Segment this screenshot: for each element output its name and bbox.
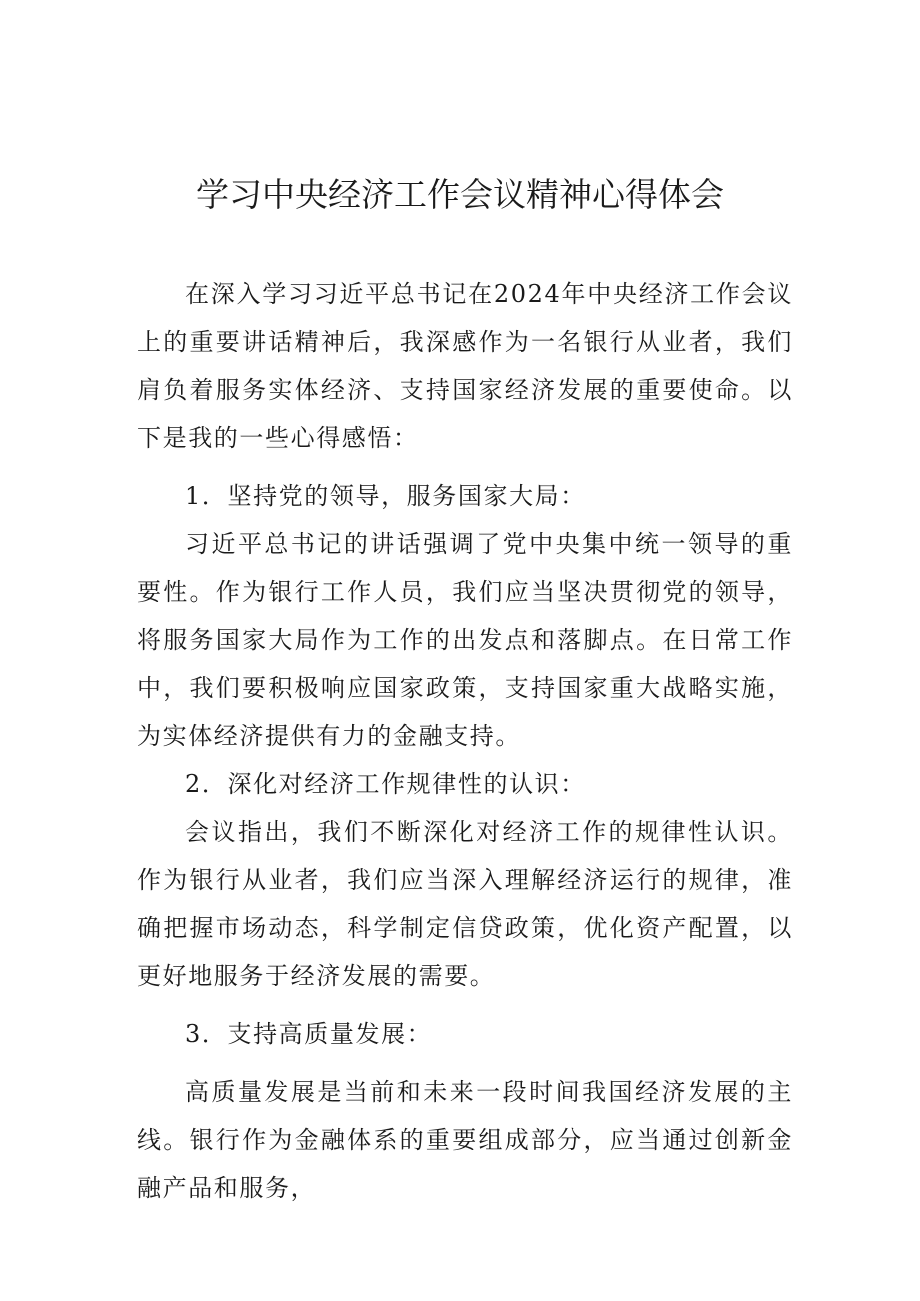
intro-paragraph: 在深入学习习近平总书记在2024年中央经济工作会议上的重要讲话精神后，我深感作为一名银行从业者，我们肩负着服务实体经济、支持国家经济发展的重要使命。以下是我的一些心得感悟：	[137, 280, 793, 452]
section-1-heading: 1．坚持党的领导，服务国家大局：	[185, 482, 586, 510]
section-3-paragraph: 高质量发展是当前和未来一段时间我国经济发展的主线。银行作为金融体系的重要组成部分，应当通过创新金融产品和服务，	[137, 1078, 793, 1202]
document-title: 学习中央经济工作会议精神心得体会	[196, 175, 724, 214]
section-2-heading: 2．深化对经济工作规律性的认识：	[185, 770, 586, 798]
document-body	[137, 270, 793, 1212]
section-1-paragraph: 习近平总书记的讲话强调了党中央集中统一领导的重要性。作为银行工作人员，我们应当坚决贯彻党的领导，将服务国家大局作为工作的出发点和落脚点。在日常工作中，我们要积极响应国家政策，支持国家重大战略实施，为实体经济提供有力的金融支持。	[137, 530, 793, 750]
section-3-heading: 3．支持高质量发展：	[185, 1020, 433, 1048]
section-2-paragraph: 会议指出，我们不断深化对经济工作的规律性认识。作为银行从业者，我们应当深入理解经济运行的规律，准确把握市场动态，科学制定信贷政策，优化资产配置，以更好地服务于经济发展的需要。	[137, 818, 793, 990]
